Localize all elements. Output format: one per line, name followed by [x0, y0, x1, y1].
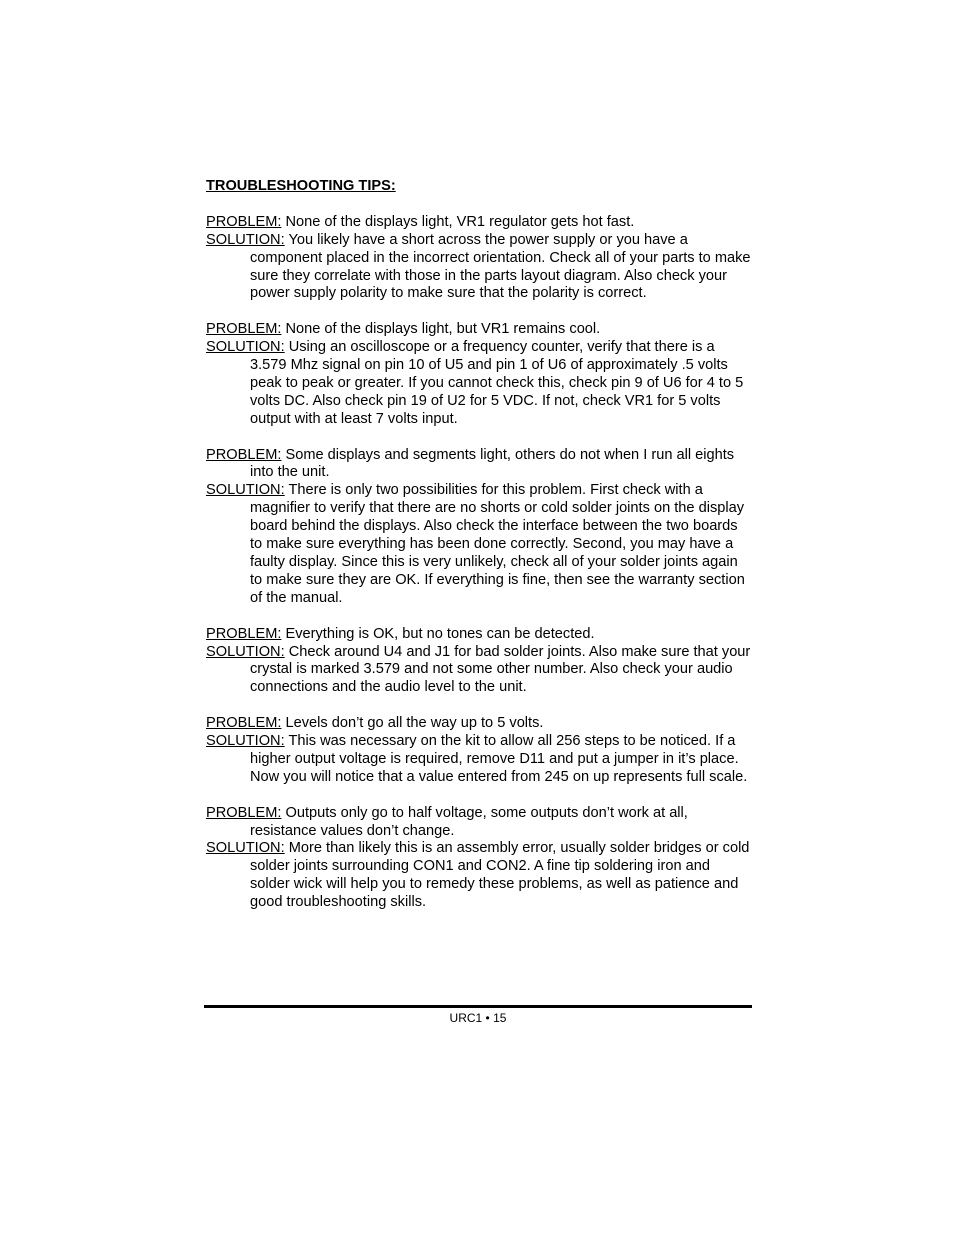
problem-text: Everything is OK, but no tones can be detected.	[281, 625, 595, 642]
solution-label: SOLUTION:	[206, 231, 285, 248]
solution-text: There is only two possibilities for this problem. First check with a magnifier to verify that there are no shorts or cold solder joints on the display board behind the displays. Also check the interface between the two boards to make sure everything has been done correctly. Second, you may have a faulty display. Since this is very unlikely, check all of your solder joints again to make sure they are OK. If everything is fine, then see the warranty section of the manual.	[250, 482, 745, 606]
troubleshooting-entry-4	[206, 626, 751, 698]
solution-line	[206, 840, 751, 912]
solution-text: You likely have a short across the power supply or you have a component placed in the incorrect orientation. Check all of your parts to make sure they correlate with those in the parts layout diagram. Also check your power supply polarity to make sure that the polarity is correct.	[250, 231, 751, 302]
solution-line	[206, 232, 751, 304]
solution-text: This was necessary on the kit to allow all 256 steps to be noticed. If a higher output voltage is required, remove D11 and put a jumper in it’s place. Now you will notice that a value entered from 245 on up represents full scale.	[250, 733, 748, 785]
problem-line	[206, 214, 751, 232]
solution-line	[206, 733, 751, 787]
problem-text: None of the displays light, but VR1 remains cool.	[281, 321, 601, 338]
solution-label: SOLUTION:	[206, 840, 285, 857]
troubleshooting-entry-1	[206, 214, 751, 304]
page-heading: TROUBLESHOOTING TIPS:	[206, 178, 396, 194]
solution-line	[206, 339, 751, 429]
problem-line	[206, 447, 751, 483]
solution-text: Check around U4 and J1 for bad solder joints. Also make sure that your crystal is marked 3.579 and not some other number. Also check your audio connections and the audio level to the unit.	[250, 643, 751, 696]
solution-line	[206, 644, 751, 698]
problem-text: Levels don’t go all the way up to 5 volts.	[281, 715, 544, 732]
page-footer: URC1 • 15	[449, 1011, 507, 1025]
problem-label: PROBLEM:	[206, 804, 282, 821]
problem-line	[206, 626, 751, 644]
solution-label: SOLUTION:	[206, 482, 285, 499]
footer-divider	[204, 1005, 752, 1008]
solution-text: Using an oscilloscope or a frequency counter, verify that there is a 3.579 Mhz signal on pin 10 of U5 and pin 1 of U6 of approximately .5 volts peak to peak or greater. If you cannot check this, check pin 9 of U6 for 4 to 5 volts DC. Also check pin 19 of U2 for 5 VDC. If not, check VR1 for 5 volts output with at least 7 volts input.	[250, 339, 744, 427]
problem-line	[206, 715, 751, 733]
problem-label: PROBLEM:	[206, 625, 282, 642]
solution-label: SOLUTION:	[206, 643, 285, 660]
solution-label: SOLUTION:	[206, 339, 285, 356]
solution-line	[206, 482, 751, 607]
problem-line	[206, 805, 751, 841]
problem-label: PROBLEM:	[206, 213, 282, 230]
problem-label: PROBLEM:	[206, 321, 282, 338]
problem-label: PROBLEM:	[206, 446, 282, 463]
solution-text: More than likely this is an assembly error, usually solder bridges or cold solder joints surrounding CON1 and CON2. A fine tip soldering iron and solder wick will help you to remedy these problems, as well as patience and good troubleshooting skills.	[250, 840, 750, 911]
page-content	[206, 178, 751, 930]
solution-label: SOLUTION:	[206, 733, 285, 750]
problem-text: None of the displays light, VR1 regulator gets hot fast.	[281, 213, 635, 230]
troubleshooting-entry-5	[206, 715, 751, 787]
problem-label: PROBLEM:	[206, 715, 282, 732]
problem-text: Some displays and segments light, others do not when I run all eights into the unit.	[250, 446, 735, 481]
problem-text: Outputs only go to half voltage, some outputs don’t work at all, resistance values don’t change.	[250, 804, 688, 839]
troubleshooting-entry-2	[206, 321, 751, 428]
troubleshooting-entry-3	[206, 447, 751, 608]
problem-line	[206, 321, 751, 339]
troubleshooting-entry-6	[206, 805, 751, 912]
